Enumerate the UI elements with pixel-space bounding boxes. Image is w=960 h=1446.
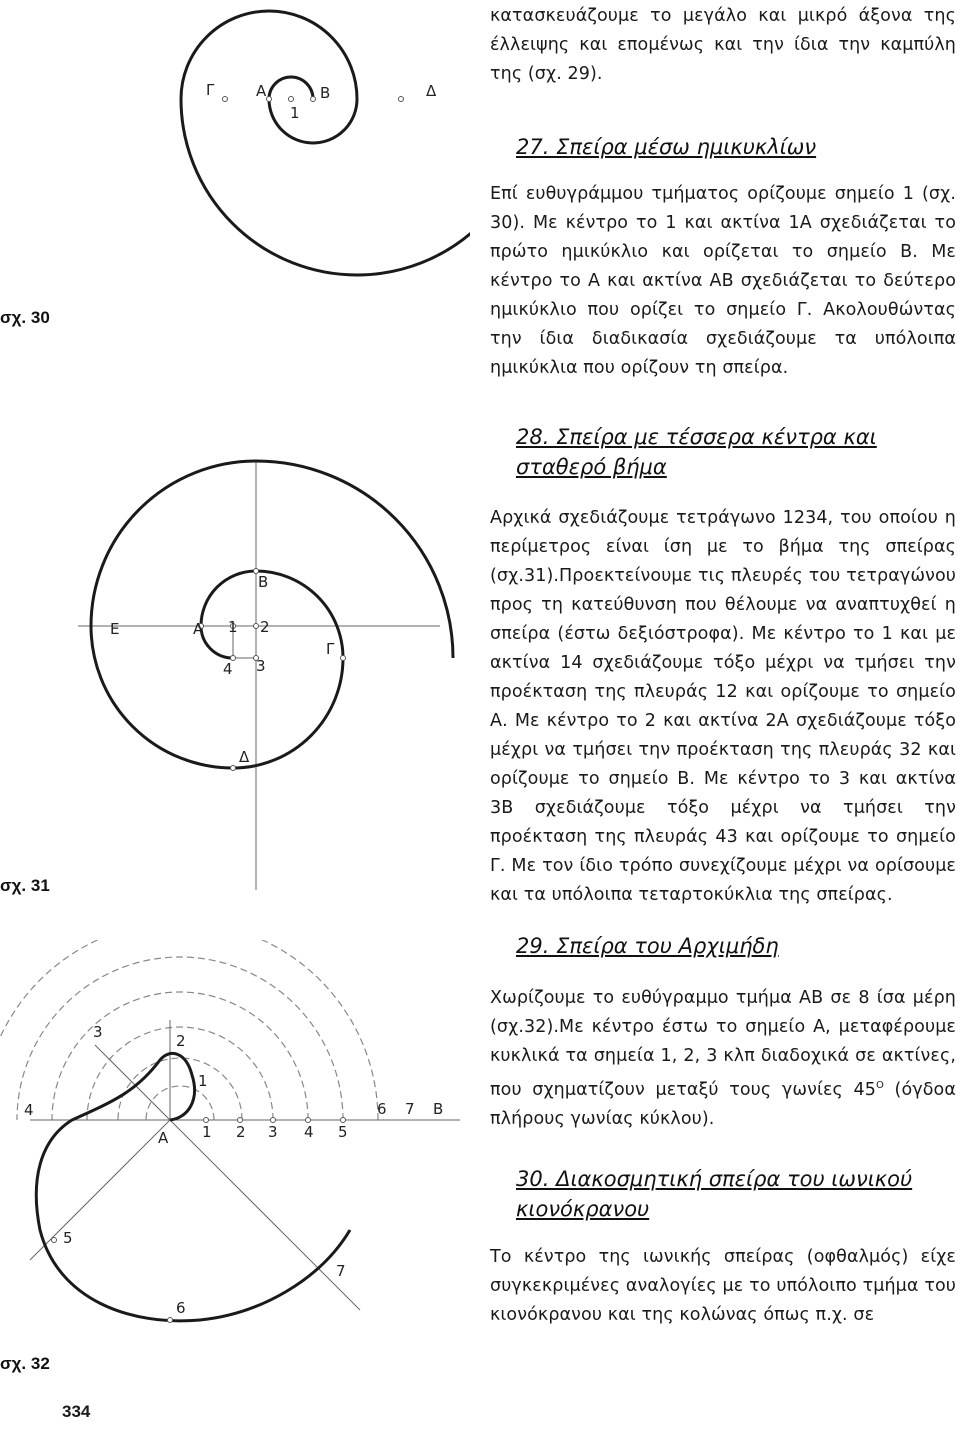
- section-28-body: Αρχικά σχεδιάζουμε τετράγωνο 1234, του οποίου η περίμετρος είναι ίση με το βήμα της σπείρας (σχ.31).Προεκτείνουμε τις πλευρές του τετραγώνου προς τη κατεύθυνση που θέλουμε να αναπτυχθεί η σπείρα (έστω δεξιόστροφα). Με κέντρο το 1 και με ακτίνα 14 σχεδιάζουμε τόξο μέχρι να τμήσει την προέκταση της πλευράς 12 και ορίζουμε το σημείο Α. Με κέντρο το 2 και ακτίνα 2Α σχεδιάζουμε τόξο μέχρι να τμήσει την προέκταση της πλευράς 32 και ορίζουμε το σημείο Β. Με κέντρο το 3 και ακτίνα 3Β σχεδιάζουμε τόξο μέχρι να τμήσει την προέκταση της πλευράς 43 και ορίζουμε το σημείο Γ. Με τον ίδιο τρόπο συνεχίζουμε μέχρι να ορίσουμε και τα υπόλοιπα τεταρτοκύκλια της σπείρας.: [490, 508, 956, 905]
- label-e: Ε: [110, 620, 120, 638]
- figure-30: [0, 0, 470, 360]
- point-4: [306, 1118, 311, 1123]
- label-a: Α: [158, 1129, 169, 1147]
- label-3-rot: 3: [93, 1023, 103, 1041]
- section-28-heading-line1: 28. Σπείρα με τέσσερα κέντρα και: [516, 425, 877, 449]
- label-p3: 3: [268, 1123, 278, 1141]
- section-29-text-part1: Χωρίζουμε το ευθύγραμμο τμήμα ΑΒ σε 8 ίσα μέρη (σχ.32).Με κέντρο έστω το σημείο Α, μεταφέρουμε κυκλικά τα σημεία 1, 2, 3 κλπ διαδοχικά σε ακτίνες, που σχηματίζουν μεταξύ τους γωνίες 45: [490, 988, 956, 1100]
- label-3: 3: [256, 657, 266, 675]
- point-g: [341, 656, 346, 661]
- point-5-rotated: [52, 1238, 57, 1243]
- archimedes-spiral: [36, 1053, 350, 1320]
- point-6-rotated: [168, 1318, 173, 1323]
- point-d: [399, 97, 404, 102]
- point-1: [289, 97, 294, 102]
- section-30-body: Το κέντρο της ιωνικής σπείρας (οφθαλμός) είχε συγκεκριμένες αναλογίες με το υπόλοιπο τμήμα του κιονόκρανου και της κολώνας όπως π.χ. σε: [490, 1247, 956, 1325]
- label-g: Γ: [326, 640, 335, 658]
- label-g: Γ: [206, 81, 215, 99]
- page-number: 334: [62, 1402, 91, 1421]
- section-29-text-part2: (όγδοα πλήρους γωνίας κύκλου).: [490, 1079, 957, 1129]
- section-29-body: [490, 984, 956, 1134]
- figure-31: [0, 450, 470, 900]
- label-7-rot: 7: [336, 1262, 346, 1280]
- four-center-spiral: [91, 461, 453, 768]
- point-d: [231, 766, 236, 771]
- figure-32-caption: σχ. 32: [0, 1354, 50, 1373]
- ray: [170, 1120, 360, 1310]
- label-p6: 6: [377, 1100, 387, 1118]
- label-1: 1: [290, 104, 300, 122]
- section-27-body: Επί ευθυγράμμου τμήματος ορίζουμε σημείο 1 (σχ. 30). Με κέντρο το 1 και ακτίνα 1Α σχεδιάζεται το πρώτο ημικύκλιο και ορίζεται το σημείο Β. Με κέντρο το Α και ακτίνα ΑΒ σχεδιάζεται το δεύτερο ημικύκλιο που ορίζει το σημείο Γ. Ακολουθώντας την ίδια διαδικασία σχεδιάζουμε τα υπόλοιπα ημικύκλια που ορίζουν τη σπείρα.: [490, 184, 956, 378]
- label-b: Β: [433, 1100, 444, 1118]
- point-5: [341, 1118, 346, 1123]
- figure-30-caption: σχ. 30: [0, 308, 50, 327]
- label-1-rot: 1: [198, 1072, 208, 1090]
- label-p1: 1: [202, 1123, 212, 1141]
- label-a: Α: [193, 620, 204, 638]
- point-2: [254, 624, 259, 629]
- label-2: 2: [260, 618, 270, 636]
- point-g: [223, 97, 228, 102]
- label-p5: 5: [338, 1123, 348, 1141]
- label-1: 1: [228, 618, 238, 636]
- label-6-rot: 6: [176, 1299, 186, 1317]
- figure-32: [0, 940, 470, 1360]
- label-p4: 4: [304, 1123, 314, 1141]
- label-b: Β: [258, 573, 269, 591]
- dashed-arc: [118, 1058, 242, 1120]
- section-28-heading-line2: σταθερό βήμα: [516, 455, 667, 479]
- label-b: Β: [320, 84, 331, 102]
- label-d: Δ: [426, 82, 437, 100]
- section-30-heading-line2: κιονόκρανου: [516, 1197, 650, 1221]
- label-4-left: 4: [24, 1101, 34, 1119]
- degree-mark: Ο: [875, 1080, 884, 1091]
- point-3: [271, 1118, 276, 1123]
- figure-31-caption: σχ. 31: [0, 876, 50, 895]
- label-2-rot: 2: [176, 1032, 186, 1050]
- ray: [95, 1045, 170, 1120]
- semicircle-spiral: [181, 11, 470, 275]
- point-1: [204, 1118, 209, 1123]
- section-30-heading-line1: 30. Διακοσμητική σπείρα του ιωνικού: [516, 1167, 913, 1191]
- label-p7: 7: [405, 1100, 415, 1118]
- point-2: [238, 1118, 243, 1123]
- label-5-rot: 5: [63, 1229, 73, 1247]
- point-b: [311, 97, 316, 102]
- dashed-arc: [0, 940, 378, 1120]
- dashed-arc: [146, 1086, 214, 1120]
- intro-paragraph: κατασκευάζουμε το μεγάλο και μικρό άξονα της έλλειψης και επομένως και την ίδια την καμπύλη της (σχ. 29).: [490, 6, 956, 84]
- label-p2: 2: [236, 1123, 246, 1141]
- label-a: Α: [256, 82, 267, 100]
- section-29-heading: 29. Σπείρα του Αρχιμήδη: [516, 934, 779, 958]
- section-27-heading: 27. Σπείρα μέσω ημικυκλίων: [516, 135, 817, 159]
- point-a: [267, 97, 272, 102]
- label-d: Δ: [239, 748, 250, 766]
- label-4: 4: [223, 660, 233, 678]
